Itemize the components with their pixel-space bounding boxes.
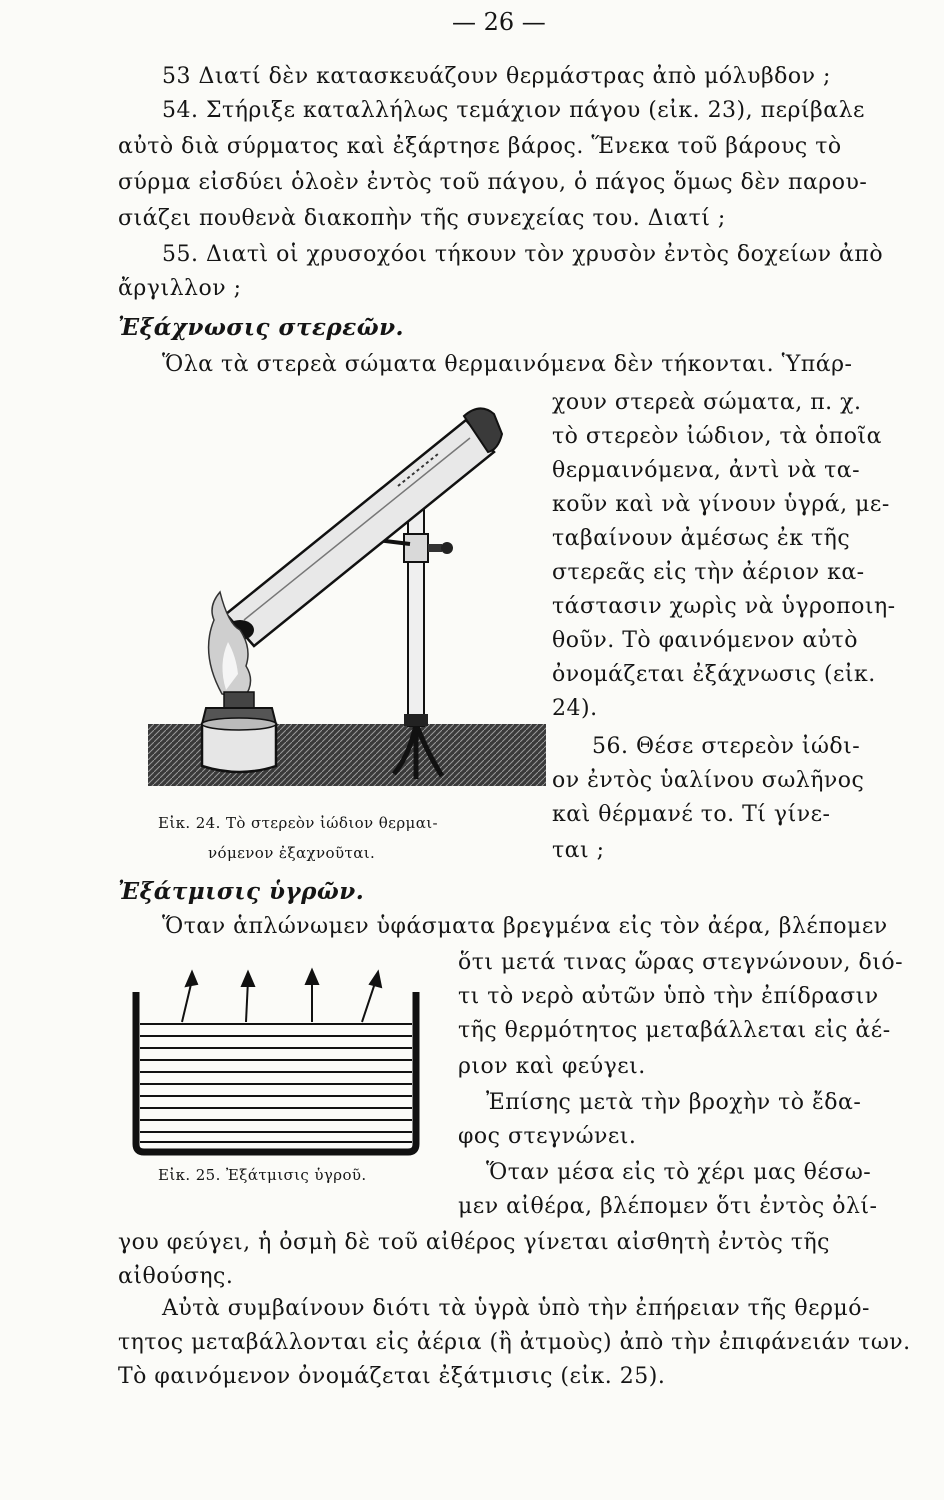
text-line: γου φεύγει, ἡ ὀσμὴ δὲ τοῦ αἰθέρος γίνεται αἰσθητὴ ἐντὸς τῆς bbox=[118, 1230, 830, 1255]
figure-25-illustration bbox=[128, 962, 428, 1162]
text-line: μεν αἰθέρα, βλέπομεν ὅτι ἐντὸς ὀλί- bbox=[458, 1194, 878, 1219]
section-heading-evaporation: Ἐξάτμισις ὑγρῶν. bbox=[118, 878, 365, 905]
figure-24-caption-line-2: νόμενον ἐξαχνοῦται. bbox=[208, 844, 376, 862]
text-line: τὸ στερεὸν ἰώδιον, τὰ ὁποῖα bbox=[552, 424, 882, 449]
text-line: Αὐτὰ συμβαίνουν διότι τὰ ὑγρὰ ὑπὸ τὴν ἐπήρειαν τῆς θερμό- bbox=[162, 1296, 870, 1321]
section2-intro: Ὅταν ἁπλώνωμεν ὑφάσματα βρεγμένα εἰς τὸν ἀέρα, βλέπομεν bbox=[162, 914, 888, 939]
page-number: — 26 — bbox=[452, 8, 546, 36]
text-line: ριον καὶ φεύγει. bbox=[458, 1054, 646, 1079]
text-line: φος στεγνώνει. bbox=[458, 1124, 637, 1149]
liquid bbox=[140, 1024, 412, 1142]
evaporation-arrows bbox=[182, 970, 381, 1022]
text-line: Τὸ φαινόμενον ὀνομάζεται ἐξάτμισις (εἰκ. 25). bbox=[118, 1364, 666, 1389]
figure-24-illustration bbox=[148, 394, 548, 814]
question-54-line-1: 54. Στήριξε καταλλήλως τεμάχιον πάγου (εἰκ. 23), περίβαλε bbox=[162, 98, 865, 123]
text-line: Ὅταν μέσα εἰς τὸ χέρι μας θέσω- bbox=[486, 1160, 872, 1185]
figure-25-caption: Εἰκ. 25. Ἐξάτμισις ὑγροῦ. bbox=[158, 1166, 367, 1184]
section1-intro: Ὅλα τὰ στερεὰ σώματα θερμαινόμενα δὲν τήκονται. Ὑπάρ- bbox=[162, 352, 853, 377]
text-line: τητος μεταβάλλονται εἰς ἀέρια (ἢ ἀτμοὺς) ἀπὸ τὴν ἐπιφάνειάν των. bbox=[118, 1330, 911, 1355]
question-54-line-2: αὐτὸ διὰ σύρματος καὶ ἐξάρτησε βάρος. Ἕνεκα τοῦ βάρους τὸ bbox=[118, 134, 842, 159]
question-55-line-2: ἄργιλλον ; bbox=[118, 276, 242, 301]
text-line: κοῦν καὶ νὰ γίνουν ὑγρά, με- bbox=[552, 492, 890, 517]
question-56-line-2: ον ἐντὸς ὑαλίνου σωλῆνος bbox=[552, 768, 865, 793]
text-line: στερεᾶς εἰς τὴν ἀέριον κα- bbox=[552, 560, 865, 585]
text-line: ὅτι μετά τινας ὥρας στεγνώνουν, διό- bbox=[458, 950, 904, 975]
question-54-line-4: σιάζει πουθενὰ διακοπὴν τῆς συνεχείας του. Διατί ; bbox=[118, 206, 726, 231]
clamp bbox=[404, 534, 428, 562]
text-line: θερμαινόμενα, ἀντὶ νὰ τα- bbox=[552, 458, 861, 483]
question-54-line-3: σύρμα εἰσδύει ὁλοὲν ἐντὸς τοῦ πάγου, ὁ πάγος ὅμως δὲν παρου- bbox=[118, 170, 868, 195]
question-56-line-3: καὶ θέρμανέ το. Τί γίνε- bbox=[552, 802, 831, 827]
text-line: θοῦν. Τὸ φαινόμενον αὐτὸ bbox=[552, 628, 858, 653]
question-56-line-1: 56. Θέσε στερεὸν ἰώδι- bbox=[592, 734, 861, 759]
question-55-line-1: 55. Διατὶ οἱ χρυσοχόοι τήκουν τὸν χρυσὸν ἐντὸς δοχείων ἀπὸ bbox=[162, 242, 884, 267]
glass-tube bbox=[226, 408, 502, 646]
burner bbox=[202, 692, 276, 772]
section-heading-sublimation: Ἐξάχνωσις στερεῶν. bbox=[118, 314, 405, 341]
figure-24-caption-line-1: Εἰκ. 24. Τὸ στερεὸν ἰώδιον θερμαι- bbox=[158, 814, 438, 832]
text-line: 24). bbox=[552, 696, 598, 721]
text-line: χουν στερεὰ σώματα, π. χ. bbox=[552, 390, 862, 415]
text-line: τάστασιν χωρὶς νὰ ὑγροποιη- bbox=[552, 594, 896, 619]
question-56-line-4: ται ; bbox=[552, 838, 605, 863]
text-line: αἰθούσης. bbox=[118, 1264, 234, 1289]
question-53: 53 Διατί δὲν κατασκευάζουν θερμάστρας ἀπὸ μόλυβδον ; bbox=[162, 64, 831, 89]
text-line: Ἐπίσης μετὰ τὴν βροχὴν τὸ ἔδα- bbox=[486, 1090, 862, 1115]
text-line: ταβαίνουν ἀμέσως ἐκ τῆς bbox=[552, 526, 851, 551]
text-line: ὀνομάζεται ἐξάχνωσις (εἰκ. bbox=[552, 662, 876, 687]
stand-rod bbox=[408, 494, 424, 726]
text-line: τι τὸ νερὸ αὐτῶν ὑπὸ τὴν ἐπίδρασιν bbox=[458, 984, 879, 1009]
text-line: τῆς θερμότητος μεταβάλλεται εἰς ἀέ- bbox=[458, 1018, 891, 1043]
